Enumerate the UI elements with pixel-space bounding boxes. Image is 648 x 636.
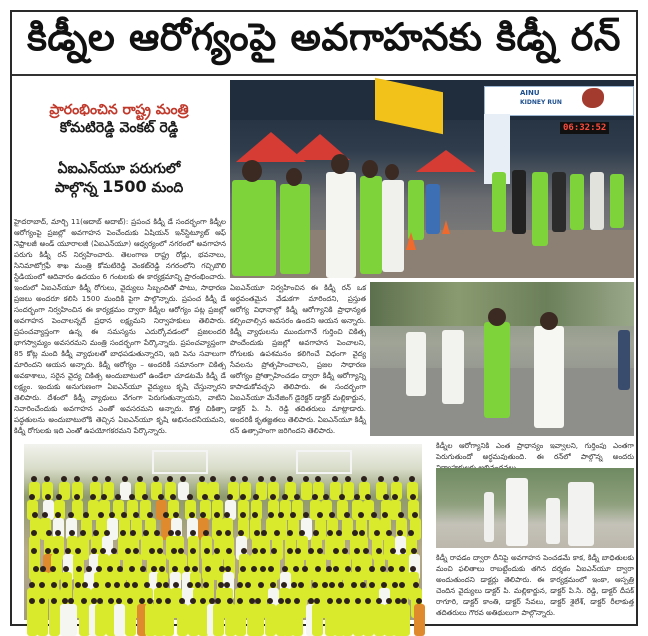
walker [546, 498, 560, 544]
participant-head [173, 582, 179, 588]
participant-head [32, 512, 38, 518]
person-head [286, 168, 302, 186]
participant-head [63, 566, 69, 572]
participant-head [251, 566, 257, 572]
participant-head [388, 566, 394, 572]
participant-head [91, 598, 97, 604]
participant-head [278, 512, 284, 518]
participant-head [303, 512, 309, 518]
participant-head [339, 494, 345, 500]
participant-head [371, 512, 377, 518]
subheadline-line2: కోమటిరెడ్డి వెంకట్ రెడ్డి [59, 120, 179, 136]
person-head [540, 312, 558, 330]
participant [49, 604, 60, 636]
participant-head [374, 530, 380, 536]
article-column-2: ఏఐఎన్‌యూ నిర్వహించిన ఈ కిడ్నీ రన్ ఒక అర్థవంతమైన వేడుకగా మారిందని, ప్రస్తుత ఆరోగ్య విధానాల్లో కిడ్నీ ఆరోగ్యానికి ప్రాధాన్యత కల్పించాల్సిన అవసరం ఉందని ఆయన అన్నారు. కిడ్నీ వ్యాధులను ముందుగానే గుర్తించి చికిత్స పొందేందుకు ప్రజల్లో అవగాహన పెంచాలని, రోగులకు ఉపశమనం కలిగించే విధంగా వైద్య సేవలను ప్రోత్సహించాలని, ప్రజల సాధారణ ఆరోగ్యం ప్రోత్సాహించడం ద్వారా కిడ్నీ ఆరోగ్యాన్ని కాపాడుకోవచ్చని తెలిపారు. ఈ సందర్భంగా ఏఐఎన్‌యూ మేనేజింగ్ డైరెక్టర్ డాక్టర్ మల్లికార్జున, డాక్టర్ పి. సి. రెడ్డి తదితరులు మాట్లాడారు. అందరికీ కృతజ్ఞతలు తెలిపారు. ఏఐఎన్‌యూ కిడ్నీ రన్ ఉత్సాహంగా జరిగిందని తెలిపారు. [230, 283, 366, 435]
participant-head [144, 582, 150, 588]
participant-head [133, 512, 139, 518]
participant-head [270, 582, 276, 588]
participant [363, 604, 374, 636]
participant-head [167, 476, 173, 482]
participant-head [317, 512, 323, 518]
participant [95, 604, 106, 636]
participant-head [344, 598, 350, 604]
participant-head [352, 530, 358, 536]
participant-head [271, 548, 277, 554]
participant-head [65, 548, 71, 554]
participant-head [380, 566, 386, 572]
participant-head [308, 548, 314, 554]
participant-head [219, 566, 225, 572]
participant-head [29, 582, 35, 588]
participant-head [120, 530, 126, 536]
participant-head [93, 530, 99, 536]
participant-head [180, 476, 186, 482]
participant-head [105, 582, 111, 588]
participant-head [125, 548, 131, 554]
banner-subtitle: KIDNEY RUN [520, 99, 562, 106]
participant-head [202, 494, 208, 500]
participant-head [329, 512, 335, 518]
runner [570, 174, 584, 230]
walker [484, 492, 494, 542]
person [382, 180, 404, 272]
participant-head [216, 530, 222, 536]
participant-count: 1500 [102, 177, 147, 196]
participant-head [143, 530, 149, 536]
participant-head [317, 548, 323, 554]
participant-head [137, 476, 143, 482]
runner [618, 330, 630, 390]
participant [114, 604, 125, 636]
photo-minister-running [370, 282, 634, 436]
banner-title: AINU [520, 89, 540, 97]
participant-head [258, 582, 264, 588]
participant-head [323, 494, 329, 500]
participant-head [149, 548, 155, 554]
participant-head [45, 548, 51, 554]
participant [37, 604, 48, 636]
race-clock: 06:32:52 [560, 122, 609, 134]
person-head [488, 308, 506, 326]
participant-head [97, 598, 103, 604]
participant-head [242, 476, 248, 482]
participant-head [101, 494, 107, 500]
participant-head [82, 582, 88, 588]
participant-head [315, 566, 321, 572]
participant-head [398, 512, 404, 518]
participant-head [159, 566, 165, 572]
participant-head [241, 548, 247, 554]
participant [301, 482, 312, 500]
participant-head [62, 582, 68, 588]
minister [326, 172, 356, 278]
participant-head [227, 598, 233, 604]
participant-head [74, 476, 80, 482]
walker [506, 478, 528, 546]
participant-head [376, 598, 382, 604]
participant-head [268, 512, 274, 518]
participant-head [386, 530, 392, 536]
participant-head [124, 582, 130, 588]
participant-head [333, 566, 339, 572]
person [232, 180, 276, 276]
participant [66, 604, 77, 636]
participant-head [240, 494, 246, 500]
runner [512, 170, 526, 234]
participant-head [298, 582, 304, 588]
person-head [385, 164, 399, 180]
headline-rule [12, 74, 636, 76]
participant-head [91, 548, 97, 554]
participant-head [51, 582, 57, 588]
participant-head [332, 476, 338, 482]
participant-head [39, 582, 45, 588]
participant-head [90, 494, 96, 500]
participant-head [75, 548, 81, 554]
participant-head [261, 530, 267, 536]
person [360, 176, 382, 274]
participant-head [237, 582, 243, 588]
participant-head [31, 530, 37, 536]
participant [414, 604, 425, 636]
participant-head [142, 494, 148, 500]
participant-head [225, 566, 231, 572]
participant-head [92, 476, 98, 482]
runner [442, 330, 464, 404]
participant-head [282, 494, 288, 500]
participant-head [245, 582, 251, 588]
participant-head [68, 598, 74, 604]
participant-head [354, 494, 360, 500]
person [426, 184, 440, 234]
participant-head [287, 476, 293, 482]
participant-head [287, 530, 293, 536]
subheadline-block-2 [14, 160, 224, 212]
participant-head [278, 598, 284, 604]
person [408, 180, 424, 240]
participant-head [205, 566, 211, 572]
participant-head [218, 582, 224, 588]
participant-head [117, 566, 123, 572]
participant-head [151, 566, 157, 572]
participant [213, 604, 224, 636]
participant-head [255, 598, 261, 604]
participant-head [240, 512, 246, 518]
participant-head [173, 512, 179, 518]
participant-head [381, 582, 387, 588]
person-head [362, 160, 378, 178]
participant-head [355, 566, 361, 572]
participant-head [156, 598, 162, 604]
walker [568, 482, 594, 546]
participant [177, 604, 188, 636]
runner [590, 172, 604, 230]
person-head [242, 160, 262, 182]
participant [399, 604, 410, 636]
participant-head [327, 530, 333, 536]
participant-head [378, 476, 384, 482]
participant-head [345, 566, 351, 572]
participant-head [147, 512, 153, 518]
photo-flag-off [230, 80, 634, 278]
participant-head [401, 598, 407, 604]
participant-head [312, 582, 318, 588]
article-column-3: కిడ్నీల ఆరోగ్యానికి ఎంత ప్రాధాన్యం ఇవ్వాలని, గుర్తింపు ఎంతగా పెరుగుతుందో అర్థమవుతుంది. ఈ రన్‌లో పాల్గొన్న అందరు [436, 441, 634, 461]
participant-head [390, 548, 396, 554]
participant-head [68, 512, 74, 518]
participant [292, 604, 303, 636]
participant-head [61, 476, 67, 482]
participant-head [294, 494, 300, 500]
participant-head [209, 598, 215, 604]
participant-head [399, 566, 405, 572]
participant-head [333, 548, 339, 554]
participant-head [75, 582, 81, 588]
participant-head [44, 476, 50, 482]
person [280, 184, 310, 274]
participant-head [154, 530, 160, 536]
runner [610, 174, 624, 228]
runner [532, 172, 548, 246]
photo-walkers [436, 468, 634, 548]
participant-head [226, 548, 232, 554]
participant-head [132, 582, 138, 588]
traffic-cone [442, 220, 450, 234]
participant-head [200, 598, 206, 604]
participant [342, 604, 353, 636]
participant-head [29, 494, 35, 500]
runner [492, 172, 506, 232]
participant-head [365, 494, 371, 500]
participant [88, 500, 99, 520]
participant-head [129, 494, 135, 500]
runner [406, 332, 426, 396]
participant-head [369, 566, 375, 572]
participant [312, 604, 323, 636]
subheadline-line1: ప్రారంభించిన రాష్ట్ర మంత్రి [49, 102, 189, 118]
participant-head [400, 548, 406, 554]
participant-head [252, 548, 258, 554]
kidney-logo-icon [582, 88, 604, 108]
participant-head [410, 566, 416, 572]
participant-head [230, 476, 236, 482]
participant-head [358, 512, 364, 518]
participant [125, 604, 136, 636]
participant-head [46, 530, 52, 536]
participant-head [322, 582, 328, 588]
participant-head [115, 494, 121, 500]
runner [552, 172, 566, 232]
participant [72, 500, 83, 520]
participant-head [189, 512, 195, 518]
participant [235, 604, 246, 636]
goal-post [296, 450, 352, 474]
participant-head [382, 512, 388, 518]
participant-head [224, 512, 230, 518]
participant-head [153, 476, 159, 482]
photo-group-crowd [24, 444, 422, 620]
participant-head [214, 512, 220, 518]
participant-head [93, 582, 99, 588]
participant-head [210, 476, 216, 482]
participant-head [302, 566, 308, 572]
participant-head [365, 598, 371, 604]
runner [534, 326, 564, 428]
subheadline-line3: ఏఐఎన్‌యూ పరుగులో [57, 161, 181, 177]
participant [253, 604, 264, 636]
participant-head [86, 566, 92, 572]
runner [484, 322, 510, 418]
participant-head [363, 548, 369, 554]
subheadline-line4-prefix: పాల్గొన్న [54, 180, 103, 196]
participant-head [31, 476, 37, 482]
participant [265, 604, 276, 636]
participant-head [355, 598, 361, 604]
participant-head [303, 476, 309, 482]
participant-head [386, 598, 392, 604]
participant-head [240, 566, 246, 572]
participant-head [170, 494, 176, 500]
person-head [331, 154, 349, 174]
participant-head [190, 530, 196, 536]
article-column-4: కిడ్నీ రావడం ద్వారా దీనిపై అవగాహన పెంచడమే కాక, కిడ్నీ బాధితులకు మంచి ఫలితాలు రాబట్టేందుకు తగిన దర్శకం ఏఐఎన్‌యూ ద్వారా అందుతుందని డాక్టర్లు తెలిపారు. ఈ కార్యక్రమంలో ఇంకా, ఆస్పత్రి చెందిన వైద్యులు డాక్టర్ పి. మల్లికార్జున, డాక్టర్ పి.సి. రెడ్డి, డాక్టర్ దీపక్ రాగూరి, డాక్టర్ కాంతి, డాక్టర్ సేవలు, డాక్టర్ శైలేశ్, డాక్టర్ రీలాకుత్త తదితరులు గౌరవ అతిథులుగా పాల్గొన్నారు. [436, 553, 634, 617]
participant-head [215, 598, 221, 604]
article-column-1: హైదరాబాద్, మార్చి 11(ఆదాబ్ అదాబ్): ప్రపంచ కిడ్నీ డే సందర్భంగా కిడ్నీల ఆరోగ్యంపై ప్రజల్లో అవగాహన పెంచేందుకు ఏషియన్ ఇన్‌స్టిట్యూట్ ఆఫ్ నెఫ్రాలజీ అండ్ యూరాలజీ (ఏఐఎన్‌యూ) ఆధ్వర్యంలో నగరంలో అవగాహన పరుగు కిడ్నీ రన్ నిర్వహించారు. తెలంగాణ రాష్ట్ర రోడ్లు, భవనాలు, సినిమాటోగ్రఫీ శాఖ మంత్రి కోమటిరెడ్డి వెంకట్‌రెడ్డి నగరంలోని గచ్చిబౌలి స్టేడియంలో ఆదివారం ఉదయం 6 గంటలకు ఈ కార్యక్రమాన్ని ప్రారంభించారు. ఇందులో ఏఐఎన్‌యూ కిడ్నీ రోగులు, వైద్యులు సిబ్బందితో పాటు, సాధారణ ప్రజలు అందరూ కలిసి 1500 మందికి పైగా పాల్గొన్నారు. ప్రపంచ కిడ్నీ డే సందర్భంగా నిర్వహించిన ఈ కార్యక్రమం ద్వారా కిడ్నీల ఆరోగ్యం పట్ల ప్రజల్లో అవగాహన పెంచాలన్నదే ప్రధాన లక్ష్యమని నిర్వాహకులు తెలిపారు. ప్రపంచవ్యాప్తంగా ఉన్న ఈ సమస్యను ఎదుర్కోవడంలో ప్రజలందరి భాగస్వామ్యం అవసరమని మంత్రి సందర్భంగా పేర్కొన్నారు. ప్రపంచవ్యాప్తంగా 85 కోట్ల మంది కిడ్నీ వ్యాధులతో బాధపడుతున్నారని, ఇది పెను సవాలుగా మారిందని ఆయన అన్నారు. కిడ్నీ ఆరోగ్యం – అందరికీ సమానంగా చికిత్స అవకాశాలు, సరైన వైద్య చికిత్స అందుబాటులో ఉండేలా చూడటమే కిడ్నీ డే లక్ష్యం. ఇందుకు అనుగుణంగా ఏఐఎన్‌యూ వైద్యులు కృషి చేస్తున్నారని తెలిపారు. దేశంలో కిడ్నీ వ్యాధులు వేగంగా పెరుగుతున్నాయని, వాటిని నివారించేందుకు అవగాహన ఎంతో అవసరమని అన్నారు. కొత్త చికిత్సా పద్ధతులను అందుబాటులోకి తెచ్చిన ఏఐఎన్‌యూ కృషి అభినందనీయమని, కిడ్నీ రోగులకు ఇది ఎంతో ఉపయోగకరమని పేర్కొన్నారు. [14, 217, 226, 435]
participant [163, 604, 174, 636]
participant-head [31, 548, 37, 554]
participant-head [192, 566, 198, 572]
participant-head [290, 512, 296, 518]
subheadline-line4 [14, 178, 224, 197]
participant-head [45, 494, 51, 500]
goal-post [152, 450, 208, 474]
participant-head [369, 582, 375, 588]
subheadline-block [14, 80, 224, 158]
participant-head [111, 548, 117, 554]
participant-head [168, 530, 174, 536]
participant-head [312, 494, 318, 500]
headline: కిడ్నీల ఆరోగ్యంపై అవగాహనకు కిడ్నీ రన్ [27, 15, 621, 59]
participant-head [130, 530, 136, 536]
red-tent [416, 150, 476, 172]
participant-head [327, 598, 333, 604]
subheadline-line4-suffix: మంది [146, 180, 184, 196]
participant-head [395, 598, 401, 604]
participant-head [268, 566, 274, 572]
